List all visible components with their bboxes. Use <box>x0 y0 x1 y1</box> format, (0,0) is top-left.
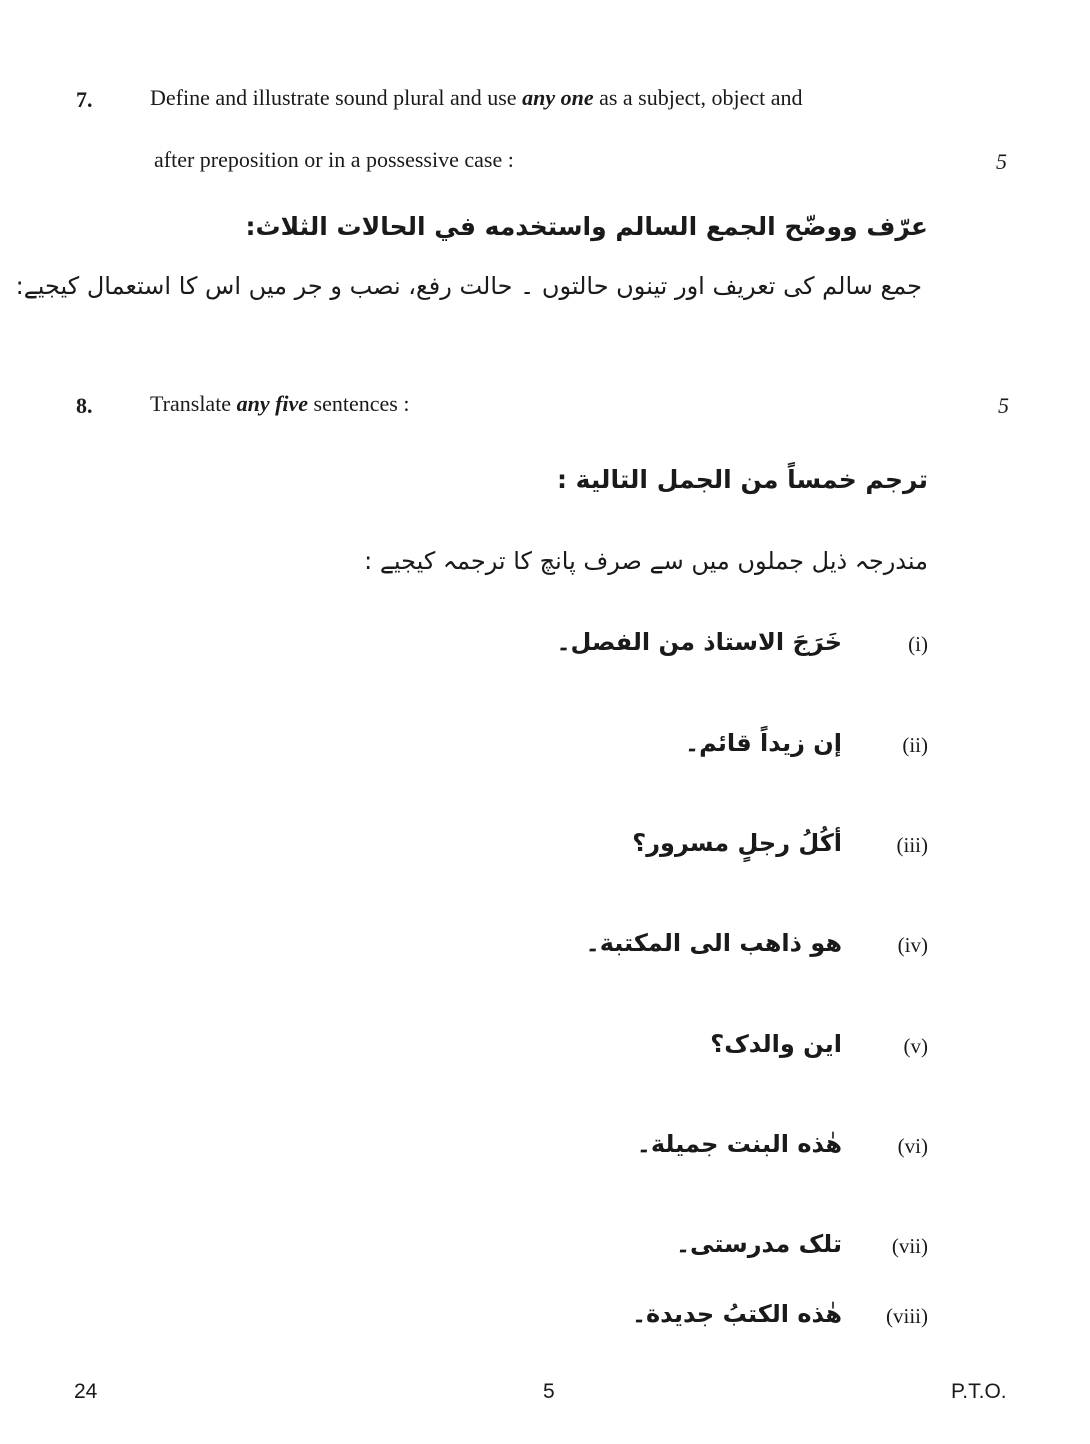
sentence-6-text: هٰذه البنت جميلة۔ <box>636 1130 842 1158</box>
question-8-emphasis: any five <box>236 391 309 416</box>
question-7-arabic: عرّف ووضّح الجمع السالم واستخدمه في الحالات الثلاث: <box>245 212 928 241</box>
sentence-7-number: (vii) <box>891 1234 928 1258</box>
sentence-2-text: إن زيداً قائم۔ <box>685 729 842 757</box>
sentence-1-text: خَرَجَ الاستاذ من الفصل۔ <box>556 628 842 656</box>
question-8-urdu: مندرجہ ذیل جملوں میں سے صرف پانچ کا ترجمہ کیجیے : <box>364 547 928 575</box>
sentence-3-text: أكُلُ رجلٍ مسرور؟ <box>632 829 842 857</box>
question-7-text-line2: after preposition or in a possessive case : <box>154 147 514 172</box>
question-8-arabic: ترجم خمساً من الجمل التالية : <box>556 465 928 494</box>
sentence-1-number: (i) <box>908 632 928 656</box>
question-7-urdu: جمع سالم کی تعریف اور تینوں حالتوں ۔ حالت رفع، نصب و جر میں اس کا استعمال کیجیے: <box>15 272 922 300</box>
sentence-4-text: هو ذاهب الى المكتبة۔ <box>585 929 842 957</box>
question-7-emphasis: any one <box>522 85 594 110</box>
sentence-2-number: (ii) <box>902 733 928 757</box>
footer-pto: P.T.O. <box>951 1380 1007 1403</box>
sentence-5-text: اين والدک؟ <box>710 1030 842 1058</box>
footer-paper-code: 24 <box>74 1380 98 1403</box>
question-7-number: 7. <box>76 87 93 112</box>
sentence-6-number: (vi) <box>897 1134 928 1158</box>
question-7-text-line1: Define and illustrate sound plural and use any one as a subject, object and <box>150 85 803 110</box>
sentence-8-number: (viii) <box>886 1304 928 1328</box>
sentence-5-number: (v) <box>903 1034 928 1058</box>
sentence-3-number: (iii) <box>896 833 928 857</box>
question-8-number: 8. <box>76 393 93 418</box>
question-7-marks: 5 <box>996 149 1007 174</box>
question-8-marks: 5 <box>998 393 1009 418</box>
sentence-8-text: هٰذه الكتبُ جديدة۔ <box>631 1300 842 1328</box>
sentence-4-number: (iv) <box>897 933 928 957</box>
question-8-text: Translate any five sentences : <box>150 391 410 416</box>
sentence-7-text: تلک مدرستی۔ <box>675 1230 842 1258</box>
footer-page-number: 5 <box>543 1380 555 1403</box>
